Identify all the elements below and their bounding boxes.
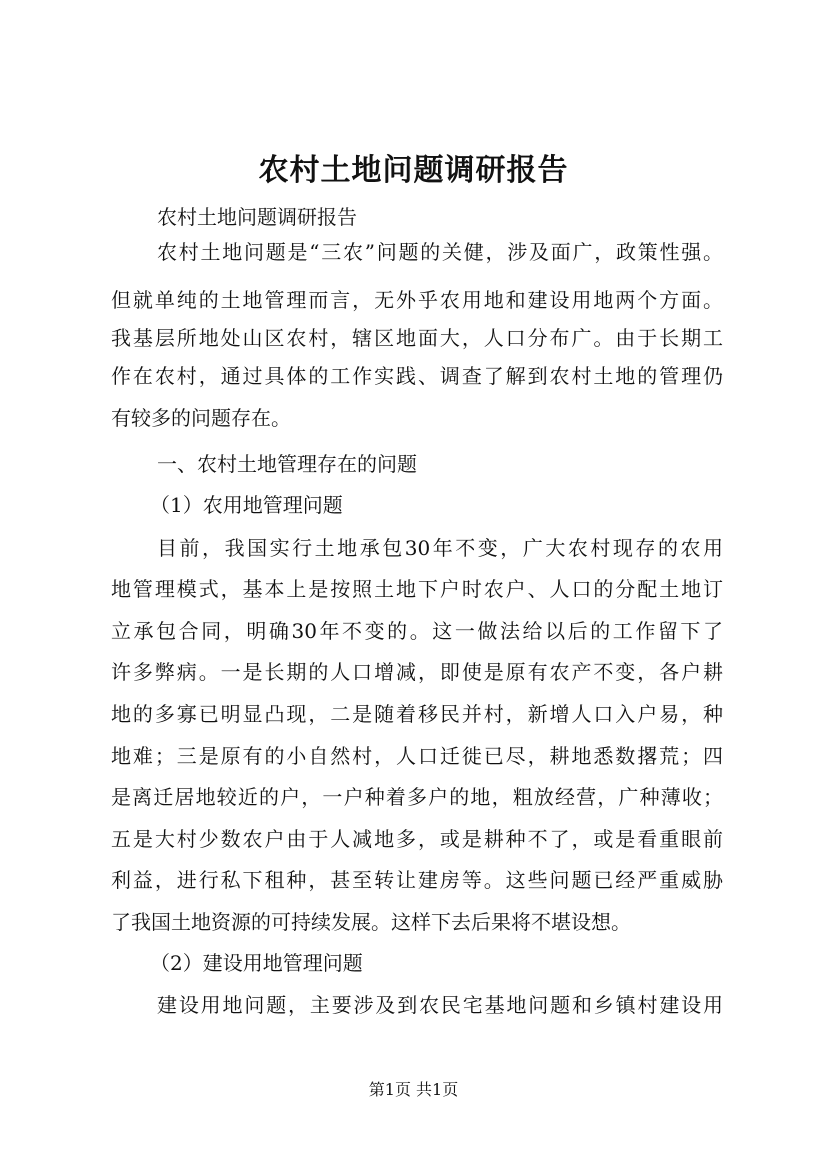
body-line: 但就单纯的土地管理而言，无外乎农用地和建设用地两个方面。	[111, 288, 723, 312]
body-line: 立承包合同，明确30年不变的。这一做法给以后的工作留下了	[111, 619, 723, 643]
body-line: 了我国土地资源的可持续发展。这样下去后果将不堪设想。	[111, 910, 631, 934]
body-line: 利益，进行私下租种，甚至转让建房等。这些问题已经严重威胁	[111, 868, 723, 892]
body-line: 是离迁居地较近的户，一户种着多户的地，粗放经营，广种薄收；	[111, 785, 723, 809]
body-line: 地的多寡已明显凸现，二是随着移民并村，新增人口入户易，种	[111, 702, 723, 726]
page-footer: 第1页 共1页	[368, 1080, 459, 1099]
body-line: 许多弊病。一是长期的人口增减，即使是原有农产不变，各户耕	[111, 660, 723, 684]
body-line: 作在农村，通过具体的工作实践、调查了解到农村土地的管理仍	[111, 364, 723, 388]
body-line: 五是大村少数农户由于人减地多，或是耕种不了，或是看重眼前	[111, 827, 723, 851]
body-line: 地管理模式，基本上是按照土地下户时农户、人口的分配土地订	[111, 577, 723, 601]
subsection-heading: （2）建设用地管理问题	[150, 951, 363, 975]
body-line: 地难；三是原有的小自然村，人口迁徙已尽，耕地悉数撂荒；四	[111, 744, 723, 768]
body-line: 建设用地问题，主要涉及到农民宅基地问题和乡镇村建设用	[157, 993, 723, 1017]
subsection-heading: （1）农用地管理问题	[150, 493, 343, 517]
body-line: 有较多的问题存在。	[111, 406, 291, 430]
body-line: 目前，我国实行土地承包30年不变，广大农村现存的农用	[157, 536, 723, 560]
body-line: 农村土地问题是“三农”问题的关健，涉及面广，政策性强。	[157, 240, 723, 264]
body-line: 我基层所地处山区农村，辖区地面大，人口分布广。由于长期工	[111, 326, 723, 350]
document-title: 农村土地问题调研报告	[258, 153, 569, 188]
subtitle-line: 农村土地问题调研报告	[157, 205, 357, 229]
section-heading: 一、农村土地管理存在的问题	[157, 452, 417, 476]
